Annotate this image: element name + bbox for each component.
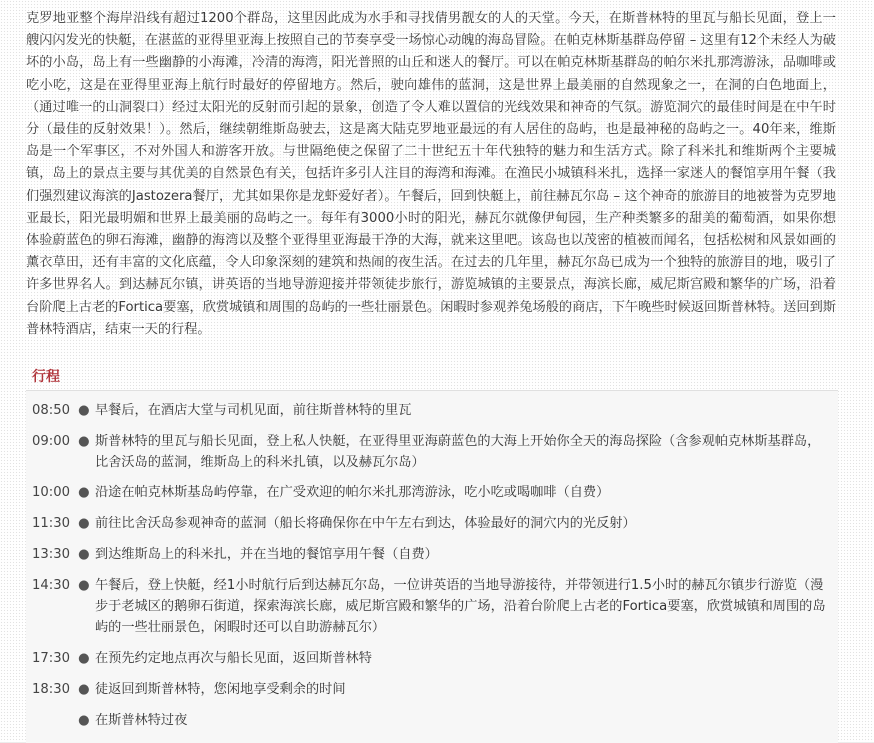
- tour-description: 克罗地亚整个海岸沿线有超过1200个群岛，这里因此成为水手和寻找倩男靓女的人的天堂。今天，在斯普林特的里瓦与船长见面，登上一艘闪闪发光的快艇，在湛蓝的亚得里亚海上按照自己的节奏享受一场惊心动魄的海岛冒险。在帕克林斯基群岛停留 – 这里有12个未经人为破坏的小岛，岛上有一些幽静的小海滩，冷清的海湾，阳光普照的山丘和迷人的餐厅。可以在帕克林斯基群岛的帕尔米扎那湾游泳，品咖啡或吃小吃，这是在亚得里亚海上航行时最好的停留地方。然后，驶向雄伟的蓝洞，这是世界上最美丽的自然现象之一，在洞的白色地面上，（通过唯一的山洞裂口）经过太阳光的反射而引起的景象，创造了令人难以置信的光线效果和神奇的气氛。游览洞穴的最佳时间是在中午时分（最佳的反射效果！）。然后，继续朝维斯岛驶去，这是离大陆克罗地亚最远的有人居住的岛屿，也是最神秘的岛屿之一。40年来，维斯岛是一个军事区，不对外国人和游客开放。与世隔绝使之保留了二十世纪五十年代独特的魅力和生活方式。除了科米扎和维斯两个主要城镇，岛上的景点主要与其优美的自然景色有关，包括许多引人注目的海湾和海滩。在渔民小城镇科米扎，选择一家迷人的餐馆享用午餐（我们强烈建议海滨的Jastozera餐厅，尤其如果你是龙虾爱好者）。午餐后，回到快艇上，前往赫瓦尔岛 – 这个神奇的旅游目的地被誉为克罗地亚最长，阳光最明媚和世界上最美丽的岛屿之一。每年有3000小时的阳光，赫瓦尔就像伊甸园，生产种类繁多的甜美的葡萄酒，如果你想体验蔚蓝色的卵石海滩，幽静的海湾以及整个亚得里亚海最干净的大海，就来这里吧。该岛也以茂密的植被而闻名，包括松树和风景如画的薰衣草田，还有丰富的文化底蕴，令人印象深刻的建筑和热闹的夜生活。在过去的几年里，赫瓦尔岛已成为一个独特的旅游目的地，吸引了许多世界名人。到达赫瓦尔镇，讲英语的当地导游迎接并带领徒步旅行，游览城镇的主要景点，海滨长廊，威尼斯宫殿和繁华的广场，沿着台阶爬上古老的Fortica要塞，欣赏城镇和周围的岛屿的一些壮丽景色。闲暇时参观养兔场般的商店，下午晚些时候返回斯普林特。送回到斯普林特酒店，结束一天的行程。: [26, 11, 836, 337]
- bullet-icon: ●: [78, 547, 90, 562]
- item-time: 10:00: [32, 485, 71, 500]
- bullet-icon: ●: [78, 651, 90, 666]
- item-text: 前往比舍沃岛参观神奇的蓝洞（船长将确保你在中午左右到达，体验最好的洞穴内的光反射）: [95, 516, 636, 531]
- bullet-icon: ●: [78, 578, 90, 593]
- item-time: 11:30: [32, 516, 71, 531]
- item-time: 17:30: [32, 651, 71, 666]
- item-text: 斯普林特的里瓦与船长见面，登上私人快艇，在亚得里亚海蔚蓝色的大海上开始你全天的海岛探险（含参观帕克林斯基群岛，比舍沃岛的蓝洞，维斯岛上的科米扎镇，以及赫瓦尔岛）: [95, 434, 821, 470]
- bullet-icon: ●: [78, 403, 90, 418]
- bullet-icon: ●: [78, 516, 90, 531]
- item-text: 早餐后，在酒店大堂与司机见面，前往斯普林特的里瓦: [95, 403, 412, 418]
- item-time: 13:30: [32, 547, 71, 562]
- item-text: 在斯普林特过夜: [95, 713, 188, 728]
- item-text: 沿途在帕克林斯基岛屿停靠，在广受欢迎的帕尔米扎那湾游泳，吃小吃或喝咖啡（自费）: [95, 485, 610, 500]
- item-text: 在预先约定地点再次与船长见面，返回斯普林特: [95, 651, 372, 666]
- item-text: 徒返回到斯普林特，您闲地享受剩余的时间: [95, 682, 346, 697]
- item-time: 09:00: [32, 434, 71, 449]
- bullet-icon: ●: [78, 713, 90, 728]
- item-text: 午餐后，登上快艇，经1小时航行后到达赫瓦尔岛，一位讲英语的当地导游接待，并带领进行1.5小时的赫瓦尔镇步行游览（漫步于老城区的鹅卵石街道，探索海滨长廊，威尼斯宫殿和繁华的广场，沿着台阶爬上古老的Fortica要塞，欣赏城镇和周围的岛屿的一些壮丽景色，闲暇时还可以自助游赫瓦尔）: [95, 578, 826, 635]
- itinerary-list: [26, 390, 838, 743]
- bullet-icon: ●: [78, 485, 90, 500]
- item-time: 08:50: [32, 403, 71, 418]
- bullet-icon: ●: [78, 434, 90, 449]
- item-time: 14:30: [32, 578, 71, 593]
- item-time: 18:30: [32, 682, 71, 697]
- bullet-icon: ●: [78, 682, 90, 697]
- itinerary-heading: 行程: [32, 369, 60, 385]
- item-text: 到达维斯岛上的科米扎，并在当地的餐馆享用午餐（自费）: [95, 547, 438, 562]
